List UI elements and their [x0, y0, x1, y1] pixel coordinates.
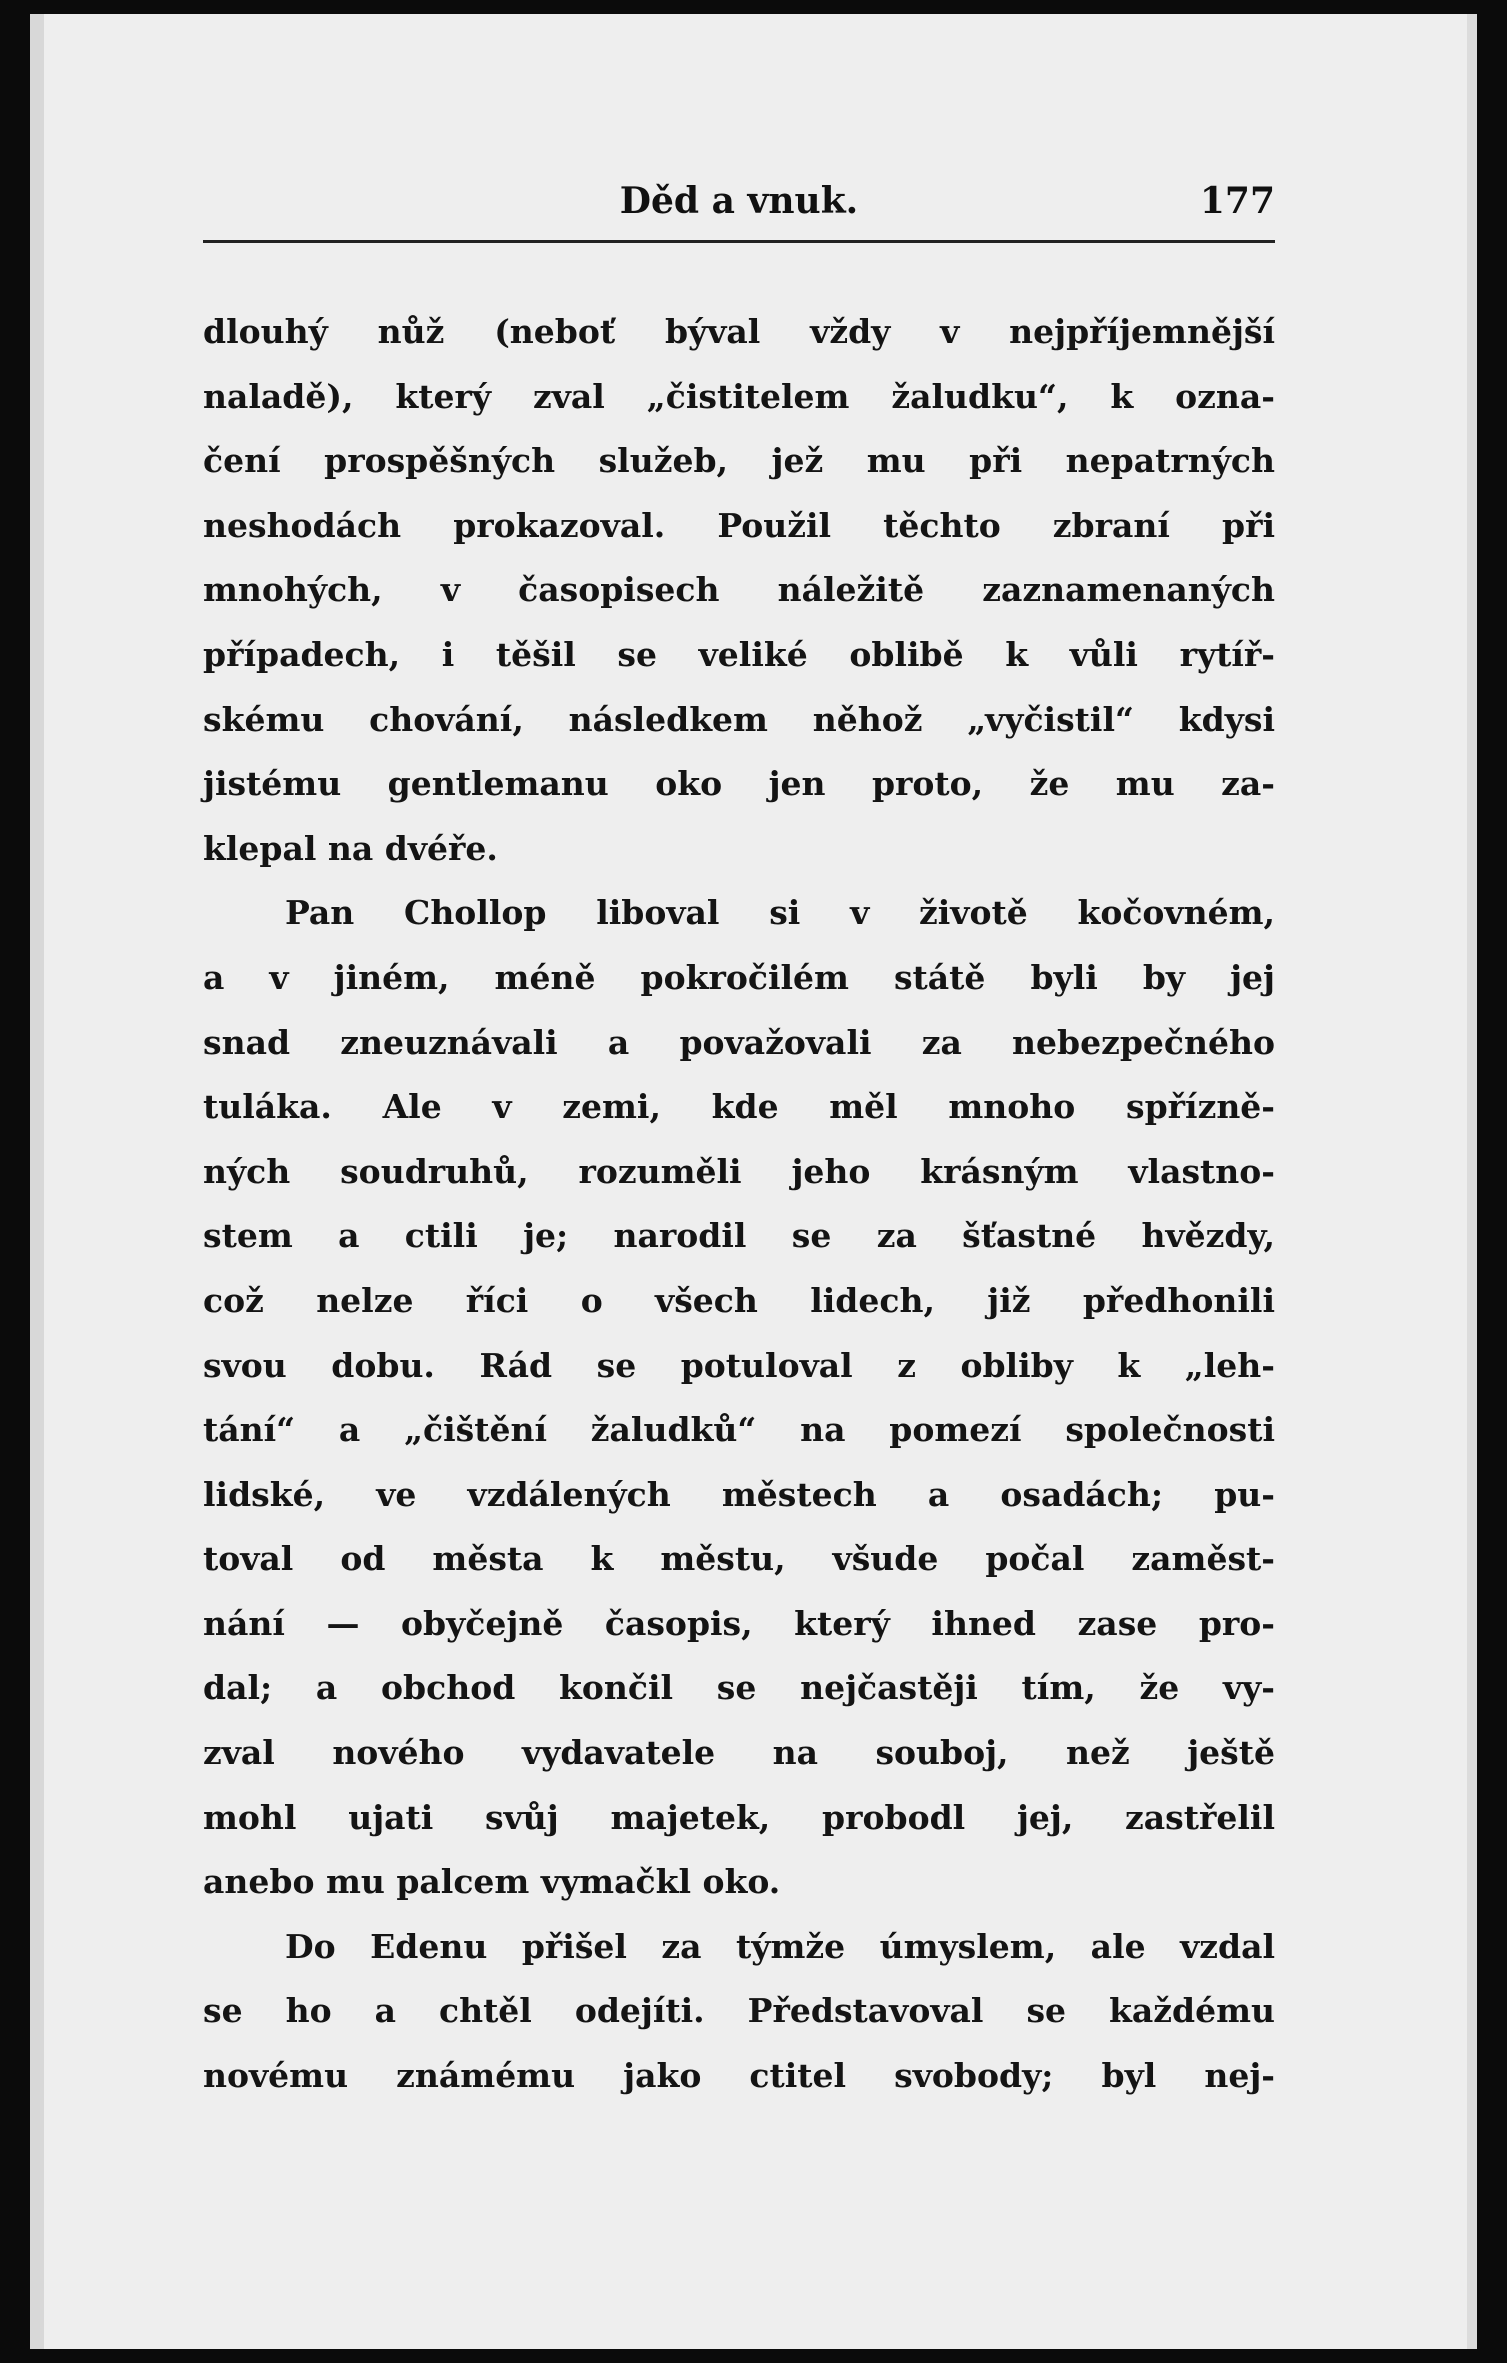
text-line: jistému gentlemanu oko jen proto, že mu za-	[203, 764, 1275, 804]
text-line: lidské, ve vzdálených městech a osadách; pu-	[203, 1474, 1275, 1514]
text-line: skému chování, následkem něhož „vyčistil“ kdysi	[203, 699, 1275, 739]
running-header	[203, 162, 1275, 222]
paragraph-2	[203, 881, 1275, 1915]
paragraph-1	[203, 300, 1275, 881]
page-binding-edge	[30, 14, 44, 2349]
body-text	[203, 300, 1275, 2109]
page-number: 177	[1199, 180, 1275, 222]
text-line: Do Edenu přišel za týmže úmyslem, ale vzdal	[285, 1926, 1275, 1966]
text-line: případech, i těšil se veliké oblibě k vůli rytíř-	[203, 634, 1275, 674]
running-title: Děd a vnuk.	[619, 180, 859, 222]
text-line: mnohých, v časopisech náležitě zaznamenaných	[203, 570, 1275, 610]
text-line: zval nového vydavatele na souboj, než ještě	[203, 1733, 1275, 1773]
text-line: čení prospěšných služeb, jež mu při nepatrných	[203, 441, 1275, 481]
text-line: klepal na dvéře.	[203, 828, 498, 868]
text-line: nání — obyčejně časopis, který ihned zase pro-	[203, 1603, 1275, 1643]
text-line: dlouhý nůž (neboť býval vždy v nejpříjemnější	[203, 312, 1275, 351]
text-line: mohl ujati svůj majetek, probodl jej, zastřelil	[203, 1797, 1275, 1837]
text-line: naladě), který zval „čistitelem žaludku“, k ozna-	[203, 376, 1275, 416]
paragraph-3	[203, 1915, 1275, 2109]
text-line: ných soudruhů, rozuměli jeho krásným vlastno-	[203, 1151, 1275, 1191]
text-line: neshodách prokazoval. Použil těchto zbraní při	[203, 505, 1275, 545]
text-line: se ho a chtěl odejíti. Představoval se každému	[203, 1991, 1275, 2031]
text-line: stem a ctili je; narodil se za šťastné hvězdy,	[203, 1216, 1275, 1256]
text-line: anebo mu palcem vymačkl oko.	[203, 1862, 781, 1902]
text-line: novému známému jako ctitel svobody; byl nej-	[203, 2056, 1275, 2096]
text-line: Pan Chollop liboval si v životě kočovném,	[285, 893, 1275, 933]
text-line: tuláka. Ale v zemi, kde měl mnoho spřízně-	[203, 1087, 1275, 1127]
text-line: snad zneuznávali a považovali za nebezpečného	[203, 1022, 1275, 1062]
header-rule	[203, 240, 1275, 243]
text-line: což nelze říci o všech lidech, již předhonili	[203, 1280, 1275, 1320]
text-line: toval od města k městu, všude počal zaměst-	[203, 1539, 1275, 1579]
text-line: svou dobu. Rád se potuloval z obliby k „leh-	[203, 1345, 1275, 1385]
text-line: a v jiném, méně pokročilém státě byli by jej	[203, 957, 1275, 997]
text-line: dal; a obchod končil se nejčastěji tím, že vy-	[203, 1668, 1275, 1708]
text-line: tání“ a „čištění žaludků“ na pomezí společnosti	[203, 1410, 1275, 1450]
page-right-edge	[1467, 14, 1477, 2349]
